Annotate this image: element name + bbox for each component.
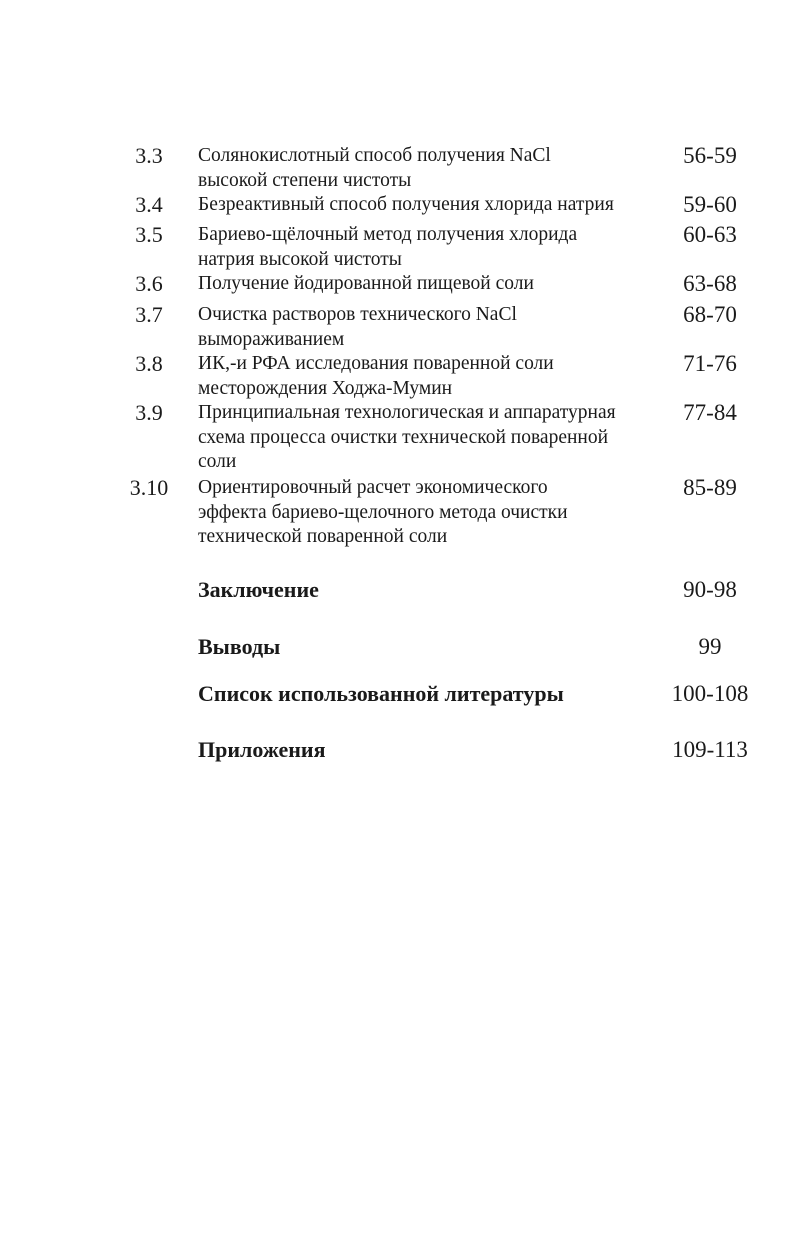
section-title-line: соли — [198, 451, 237, 472]
section-title: Приложения — [198, 737, 326, 762]
section-title-line: высокой степени чистоты — [198, 169, 412, 191]
section-title-line: месторождения Ходжа-Мумин — [198, 377, 453, 399]
section-title — [198, 476, 658, 550]
page-range: 109-113 — [672, 737, 748, 762]
section-title-line: вымораживанием — [198, 328, 345, 350]
section-title-line: Безреактивный способ получения хлорида натрия — [198, 194, 614, 215]
page-range: 90-98 — [683, 577, 737, 602]
section-title-line: натрия высокой чистоты — [198, 248, 402, 270]
section-title: Список использованной литературы — [198, 681, 564, 706]
section-title — [198, 401, 658, 475]
section-title — [198, 303, 658, 352]
section-title-line: Ориентировочный расчет экономического — [198, 477, 548, 498]
section-title-line: Получение йодированной пищевой соли — [198, 273, 534, 294]
section-title-line: схема процесса очистки технической поваренной — [198, 426, 609, 448]
section-number: 3.3 — [135, 143, 163, 168]
section-title — [198, 193, 658, 218]
section-title-line: Принципиальная технологическая и аппаратурная — [198, 402, 616, 423]
section-title — [198, 144, 658, 193]
section-number: 3.5 — [135, 222, 163, 247]
section-title-line: эффекта бариево-щелочного метода очистки — [198, 501, 568, 523]
section-title — [198, 272, 658, 297]
section-title-line: Солянокислотный способ получения NaCl — [198, 145, 551, 166]
page-range: 100-108 — [671, 681, 749, 706]
page-range: 99 — [698, 634, 722, 659]
page-range: 59-60 — [683, 192, 737, 217]
section-number: 3.7 — [135, 302, 163, 327]
page-range: 60-63 — [683, 222, 737, 247]
section-number: 3.4 — [135, 192, 163, 217]
page-range: 71-76 — [683, 351, 737, 376]
page-range: 63-68 — [683, 271, 737, 296]
section-number: 3.6 — [135, 271, 163, 296]
section-number: 3.9 — [135, 400, 163, 425]
section-title-line: ИК,-и РФА исследования поваренной соли — [198, 353, 554, 374]
section-title: Заключение — [198, 577, 319, 602]
page-range: 77-84 — [683, 400, 737, 425]
section-title-line: технической поваренной соли — [198, 526, 448, 547]
section-title: Выводы — [198, 634, 281, 659]
section-number: 3.10 — [129, 475, 169, 500]
section-title — [198, 352, 658, 401]
page-range: 56-59 — [683, 143, 737, 168]
page-range: 68-70 — [683, 302, 737, 327]
section-title-line: Бариево-щёлочный метод получения хлорида — [198, 224, 578, 245]
page-range: 85-89 — [683, 475, 737, 500]
section-title-line: Очистка растворов технического NaCl — [198, 304, 517, 325]
section-number: 3.8 — [135, 351, 163, 376]
section-title — [198, 223, 658, 272]
